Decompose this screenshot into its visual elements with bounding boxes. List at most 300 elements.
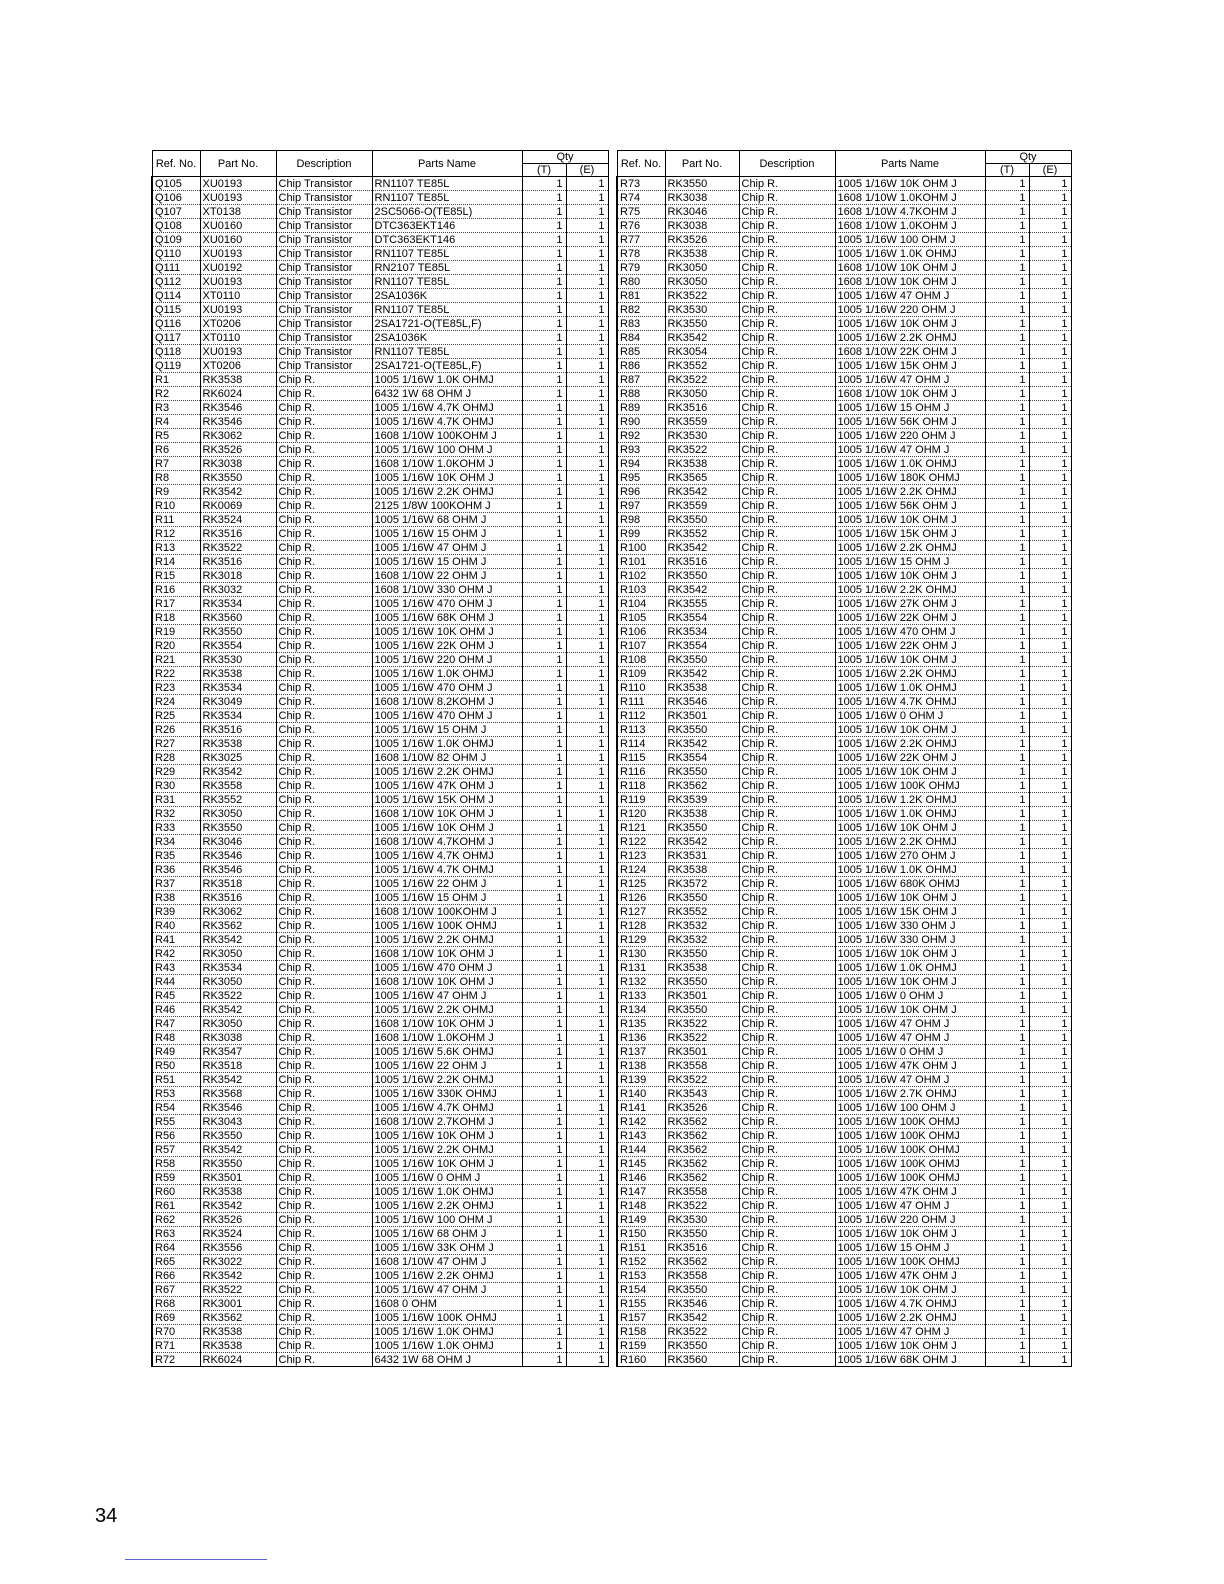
part-no-cell: RK3522 [200,541,276,555]
ref-no-cell: R103 [617,583,665,597]
qty-t-cell: 1 [522,877,566,891]
description-cell: Chip R. [739,303,835,317]
ref-no-cell: R44 [152,975,200,989]
description-cell: Chip R. [276,1129,372,1143]
description-cell: Chip R. [739,1339,835,1353]
part-no-cell: RK6024 [200,1353,276,1367]
qty-e-cell: 1 [1029,905,1071,919]
table-row [617,499,1071,513]
description-cell: Chip R. [739,849,835,863]
parts-name-cell: 1005 1/16W 470 OHM J [372,709,522,723]
qty-e-cell: 1 [566,653,608,667]
ref-no-cell: Q117 [152,331,200,345]
ref-no-cell: R21 [152,653,200,667]
ref-no-cell: R54 [152,1101,200,1115]
qty-e-cell: 1 [1029,611,1071,625]
description-cell: Chip R. [739,653,835,667]
table-row [617,877,1071,891]
description-cell: Chip R. [276,1227,372,1241]
qty-e-cell: 1 [1029,961,1071,975]
description-cell: Chip R. [276,1087,372,1101]
header-ref-no: Ref. No. [617,151,665,177]
table-row [152,905,608,919]
qty-e-cell: 1 [1029,527,1071,541]
ref-no-cell: R138 [617,1059,665,1073]
parts-name-cell: 1005 1/16W 22K OHM J [372,639,522,653]
qty-t-cell: 1 [522,373,566,387]
parts-name-cell: 2SA1721-O(TE85L,F) [372,317,522,331]
ref-no-cell: R148 [617,1199,665,1213]
parts-name-cell: DTC363EKT146 [372,233,522,247]
parts-name-cell: 1608 1/10W 1.0KOHM J [835,219,985,233]
ref-no-cell: R28 [152,751,200,765]
ref-no-cell: Q107 [152,205,200,219]
qty-t-cell: 1 [985,1031,1029,1045]
part-no-cell: RK3038 [665,191,739,205]
ref-no-cell: Q109 [152,233,200,247]
qty-t-cell: 1 [985,233,1029,247]
qty-e-cell: 1 [566,485,608,499]
parts-name-cell: 1005 1/16W 68 OHM J [372,513,522,527]
page-number: 34 [95,1505,118,1527]
qty-t-cell: 1 [522,863,566,877]
ref-no-cell: R7 [152,457,200,471]
parts-name-cell: 1005 1/16W 4.7K OHMJ [372,415,522,429]
part-no-cell: RK3546 [200,401,276,415]
qty-e-cell: 1 [566,1115,608,1129]
parts-name-cell: 2SA1036K [372,331,522,345]
qty-t-cell: 1 [522,1185,566,1199]
qty-t-cell: 1 [985,1353,1029,1367]
table-row [152,289,608,303]
description-cell: Chip Transistor [276,303,372,317]
qty-e-cell: 1 [1029,877,1071,891]
description-cell: Chip R. [739,345,835,359]
qty-e-cell: 1 [1029,751,1071,765]
qty-e-cell: 1 [566,1045,608,1059]
table-row [617,289,1071,303]
qty-t-cell: 1 [522,975,566,989]
description-cell: Chip R. [276,1045,372,1059]
qty-e-cell: 1 [566,989,608,1003]
qty-e-cell: 1 [1029,793,1071,807]
description-cell: Chip R. [276,1339,372,1353]
ref-no-cell: R131 [617,961,665,975]
table-row [152,975,608,989]
qty-t-cell: 1 [985,1129,1029,1143]
ref-no-cell: R116 [617,765,665,779]
parts-name-cell: 1005 1/16W 47 OHM J [835,443,985,457]
qty-t-cell: 1 [522,639,566,653]
part-no-cell: RK3530 [200,653,276,667]
qty-t-cell: 1 [522,905,566,919]
description-cell: Chip R. [739,835,835,849]
qty-e-cell: 1 [566,261,608,275]
ref-no-cell: R64 [152,1241,200,1255]
parts-name-cell: 2SC5066-O(TE85L) [372,205,522,219]
part-no-cell: RK3516 [200,723,276,737]
qty-t-cell: 1 [985,793,1029,807]
part-no-cell: RK3542 [200,1073,276,1087]
qty-t-cell: 1 [522,583,566,597]
description-cell: Chip R. [739,275,835,289]
table-row [617,611,1071,625]
ref-no-cell: R18 [152,611,200,625]
table-row [152,1017,608,1031]
parts-name-cell: 1005 1/16W 2.2K OHMJ [835,583,985,597]
qty-e-cell: 1 [1029,863,1071,877]
part-no-cell: RK3550 [665,975,739,989]
table-row [152,1227,608,1241]
ref-no-cell: R84 [617,331,665,345]
table-row [152,765,608,779]
table-row [617,639,1071,653]
description-cell: Chip R. [276,401,372,415]
part-no-cell: RK3542 [665,1311,739,1325]
part-no-cell: RK3542 [665,737,739,751]
part-no-cell: RK3558 [665,1185,739,1199]
part-no-cell: RK3562 [665,1115,739,1129]
qty-e-cell: 1 [566,625,608,639]
table-row [617,541,1071,555]
qty-t-cell: 1 [985,247,1029,261]
part-no-cell: RK3538 [665,457,739,471]
ref-no-cell: R140 [617,1087,665,1101]
description-cell: Chip R. [276,527,372,541]
table-row [152,639,608,653]
description-cell: Chip R. [276,443,372,457]
part-no-cell: RK3552 [665,527,739,541]
qty-e-cell: 1 [1029,541,1071,555]
part-no-cell: RK3542 [665,541,739,555]
part-no-cell: RK3550 [665,653,739,667]
parts-name-cell: 1005 1/16W 220 OHM J [835,1213,985,1227]
description-cell: Chip Transistor [276,275,372,289]
qty-e-cell: 1 [1029,947,1071,961]
table-row [152,625,608,639]
qty-e-cell: 1 [1029,835,1071,849]
parts-name-cell: 1005 1/16W 56K OHM J [835,415,985,429]
ref-no-cell: Q106 [152,191,200,205]
table-row [152,569,608,583]
parts-name-cell: 1005 1/16W 10K OHM J [835,947,985,961]
part-no-cell: RK3038 [665,219,739,233]
part-no-cell: RK3054 [665,345,739,359]
parts-name-cell: 1608 1/10W 82 OHM J [372,751,522,765]
part-no-cell: RK3562 [200,1311,276,1325]
parts-name-cell: 1005 1/16W 4.7K OHMJ [372,1101,522,1115]
ref-no-cell: Q105 [152,177,200,191]
description-cell: Chip R. [739,1283,835,1297]
qty-e-cell: 1 [1029,275,1071,289]
description-cell: Chip R. [739,429,835,443]
description-cell: Chip R. [739,191,835,205]
qty-e-cell: 1 [566,401,608,415]
part-no-cell: RK3543 [665,1087,739,1101]
table-row [152,667,608,681]
ref-no-cell: R65 [152,1255,200,1269]
ref-no-cell: R150 [617,1227,665,1241]
part-no-cell: RK3522 [200,1283,276,1297]
qty-t-cell: 1 [522,471,566,485]
table-row [617,443,1071,457]
ref-no-cell: R80 [617,275,665,289]
description-cell: Chip R. [276,1171,372,1185]
part-no-cell: RK3559 [665,499,739,513]
table-row [152,1339,608,1353]
ref-no-cell: R159 [617,1339,665,1353]
table-row [617,1241,1071,1255]
description-cell: Chip R. [739,1185,835,1199]
description-cell: Chip R. [739,1115,835,1129]
ref-no-cell: R3 [152,401,200,415]
ref-no-cell: R31 [152,793,200,807]
table-row [152,863,608,877]
description-cell: Chip R. [739,1297,835,1311]
ref-no-cell: R1 [152,373,200,387]
description-cell: Chip R. [739,1059,835,1073]
ref-no-cell: R89 [617,401,665,415]
parts-name-cell: 1005 1/16W 15 OHM J [372,527,522,541]
qty-t-cell: 1 [522,667,566,681]
parts-name-cell: 1005 1/16W 15K OHM J [835,359,985,373]
qty-t-cell: 1 [985,597,1029,611]
qty-e-cell: 1 [1029,1045,1071,1059]
parts-name-cell: 1005 1/16W 0 OHM J [835,1045,985,1059]
qty-e-cell: 1 [1029,555,1071,569]
table-row [152,1003,608,1017]
qty-t-cell: 1 [985,1045,1029,1059]
ref-no-cell: Q119 [152,359,200,373]
parts-name-cell: 1005 1/16W 470 OHM J [372,961,522,975]
parts-name-cell: 1005 1/16W 47K OHM J [835,1269,985,1283]
part-no-cell: RK3559 [665,415,739,429]
ref-no-cell: R135 [617,1017,665,1031]
table-row [152,1129,608,1143]
qty-e-cell: 1 [566,891,608,905]
part-no-cell: RK3542 [200,1003,276,1017]
part-no-cell: RK3542 [665,485,739,499]
parts-name-cell: 1608 1/10W 10K OHM J [835,275,985,289]
qty-t-cell: 1 [985,485,1029,499]
qty-e-cell: 1 [566,345,608,359]
table-row [617,933,1071,947]
part-no-cell: RK3062 [200,905,276,919]
qty-e-cell: 1 [566,247,608,261]
part-no-cell: RK3558 [200,779,276,793]
table-row [617,849,1071,863]
header-qty-t: (T) [522,164,566,177]
ref-no-cell: R81 [617,289,665,303]
parts-name-cell: 1005 1/16W 10K OHM J [835,1339,985,1353]
parts-name-cell: 1005 1/16W 5.6K OHMJ [372,1045,522,1059]
part-no-cell: RK3534 [200,709,276,723]
qty-t-cell: 1 [985,779,1029,793]
table-row [152,961,608,975]
qty-t-cell: 1 [985,1311,1029,1325]
table-row [617,527,1071,541]
part-no-cell: RK3531 [665,849,739,863]
table-row [617,1157,1071,1171]
parts-name-cell: 1005 1/16W 470 OHM J [372,681,522,695]
qty-t-cell: 1 [522,1143,566,1157]
ref-no-cell: R144 [617,1143,665,1157]
part-no-cell: RK3050 [200,807,276,821]
parts-name-cell: 6432 1W 68 OHM J [372,387,522,401]
description-cell: Chip R. [739,1255,835,1269]
part-no-cell: RK3534 [200,961,276,975]
parts-name-cell: 1005 1/16W 2.2K OHMJ [372,1269,522,1283]
qty-e-cell: 1 [1029,317,1071,331]
part-no-cell: RK3554 [665,611,739,625]
qty-e-cell: 1 [566,205,608,219]
parts-name-cell: 1005 1/16W 100 OHM J [372,443,522,457]
ref-no-cell: R133 [617,989,665,1003]
table-row [152,947,608,961]
table-row [152,401,608,415]
part-no-cell: RK3554 [200,639,276,653]
header-description: Description [739,151,835,177]
ref-no-cell: R152 [617,1255,665,1269]
qty-t-cell: 1 [985,569,1029,583]
table-row [152,1241,608,1255]
ref-no-cell: R97 [617,499,665,513]
parts-name-cell: 1608 1/10W 10K OHM J [372,975,522,989]
parts-name-cell: 1005 1/16W 68 OHM J [372,1227,522,1241]
parts-name-cell: 1005 1/16W 15 OHM J [835,555,985,569]
table-row [617,233,1071,247]
ref-no-cell: Q114 [152,289,200,303]
parts-name-cell: 1005 1/16W 47 OHM J [372,989,522,1003]
qty-e-cell: 1 [566,1059,608,1073]
ref-no-cell: R25 [152,709,200,723]
ref-no-cell: R68 [152,1297,200,1311]
parts-name-cell: 1005 1/16W 1.0K OHMJ [372,667,522,681]
qty-t-cell: 1 [985,681,1029,695]
table-row [617,1227,1071,1241]
qty-t-cell: 1 [522,1087,566,1101]
description-cell: Chip R. [276,779,372,793]
part-no-cell: RK3530 [665,429,739,443]
qty-t-cell: 1 [522,1227,566,1241]
ref-no-cell: R10 [152,499,200,513]
qty-e-cell: 1 [1029,401,1071,415]
qty-e-cell: 1 [566,1073,608,1087]
description-cell: Chip R. [276,807,372,821]
ref-no-cell: R129 [617,933,665,947]
table-row [152,933,608,947]
qty-e-cell: 1 [566,765,608,779]
description-cell: Chip R. [276,1017,372,1031]
ref-no-cell: R69 [152,1311,200,1325]
description-cell: Chip R. [276,541,372,555]
qty-e-cell: 1 [566,1269,608,1283]
parts-name-cell: 1005 1/16W 180K OHMJ [835,471,985,485]
qty-e-cell: 1 [566,499,608,513]
description-cell: Chip R. [739,1199,835,1213]
part-no-cell: RK3538 [200,737,276,751]
ref-no-cell: R132 [617,975,665,989]
qty-t-cell: 1 [522,177,566,191]
qty-t-cell: 1 [985,695,1029,709]
ref-no-cell: R126 [617,891,665,905]
table-row [617,345,1071,359]
parts-table-left [151,150,609,1367]
parts-name-cell: 1005 1/16W 68K OHM J [372,611,522,625]
ref-no-cell: R115 [617,751,665,765]
description-cell: Chip R. [276,373,372,387]
description-cell: Chip R. [276,723,372,737]
parts-name-cell: 1005 1/16W 100K OHMJ [835,1255,985,1269]
table-row [152,597,608,611]
description-cell: Chip Transistor [276,247,372,261]
qty-t-cell: 1 [985,1087,1029,1101]
table-row [152,1213,608,1227]
table-row [152,457,608,471]
parts-name-cell: 1005 1/16W 2.2K OHMJ [835,667,985,681]
part-no-cell: RK3560 [665,1353,739,1367]
parts-name-cell: 1005 1/16W 4.7K OHMJ [835,695,985,709]
part-no-cell: RK3550 [665,1227,739,1241]
description-cell: Chip R. [276,1325,372,1339]
part-no-cell: RK3552 [200,793,276,807]
qty-e-cell: 1 [566,667,608,681]
header-ref-no: Ref. No. [152,151,200,177]
description-cell: Chip Transistor [276,345,372,359]
part-no-cell: RK3538 [200,373,276,387]
qty-e-cell: 1 [566,1199,608,1213]
table-row [617,695,1071,709]
table-row [617,737,1071,751]
part-no-cell: RK3554 [665,639,739,653]
description-cell: Chip R. [276,1241,372,1255]
description-cell: Chip R. [276,1143,372,1157]
ref-no-cell: Q112 [152,275,200,289]
ref-no-cell: R37 [152,877,200,891]
parts-name-cell: 1608 1/10W 4.7KOHM J [372,835,522,849]
parts-name-cell: 1005 1/16W 1.0K OHMJ [835,863,985,877]
part-no-cell: RK3538 [665,807,739,821]
ref-no-cell: R105 [617,611,665,625]
ref-no-cell: R145 [617,1157,665,1171]
qty-e-cell: 1 [1029,233,1071,247]
header-qty: Qty [985,151,1071,164]
table-row [152,1087,608,1101]
ref-no-cell: R27 [152,737,200,751]
parts-name-cell: 1005 1/16W 100K OHMJ [835,1115,985,1129]
qty-t-cell: 1 [522,653,566,667]
table-row [617,919,1071,933]
qty-e-cell: 1 [1029,1269,1071,1283]
qty-t-cell: 1 [522,793,566,807]
table-row [152,1185,608,1199]
qty-e-cell: 1 [1029,499,1071,513]
table-row [617,1311,1071,1325]
qty-e-cell: 1 [1029,1157,1071,1171]
parts-table-right-body [617,177,1071,1367]
qty-t-cell: 1 [522,779,566,793]
qty-e-cell: 1 [1029,681,1071,695]
part-no-cell: RK3542 [665,667,739,681]
qty-e-cell: 1 [566,555,608,569]
ref-no-cell: R12 [152,527,200,541]
ref-no-cell: R119 [617,793,665,807]
ref-no-cell: R106 [617,625,665,639]
description-cell: Chip R. [739,177,835,191]
table-row [152,611,608,625]
parts-name-cell: 1608 1/10W 22 OHM J [372,569,522,583]
table-row [617,359,1071,373]
